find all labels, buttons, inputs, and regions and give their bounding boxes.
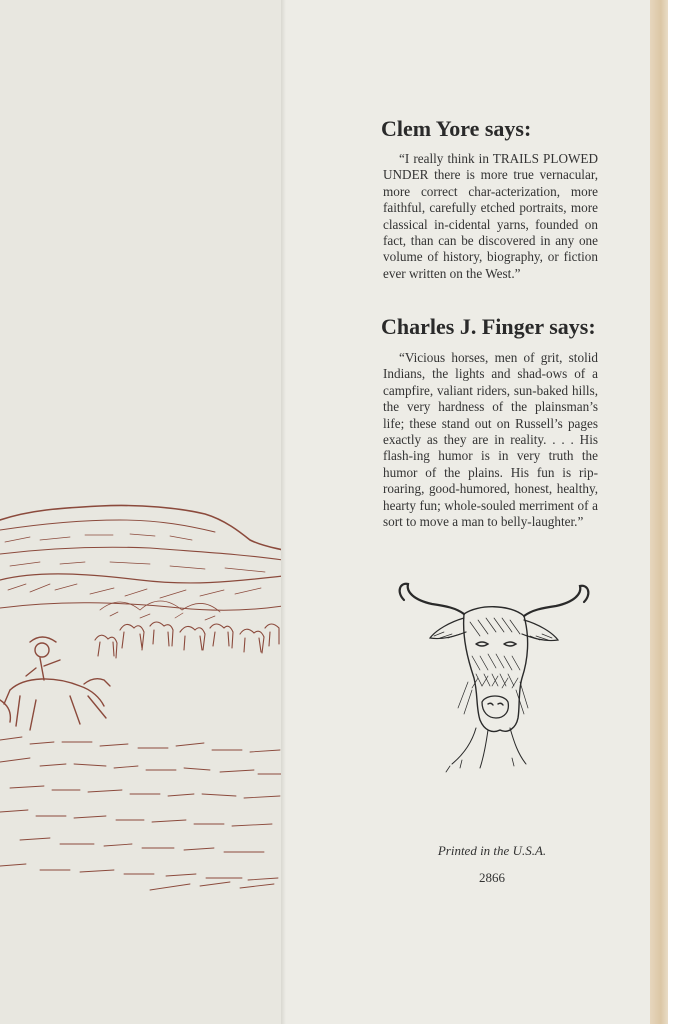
background-margin (668, 0, 682, 1024)
cattle-drive-sketch-icon (0, 490, 283, 910)
left-page (0, 0, 283, 1024)
printed-in-usa: Printed in the U.S.A. (437, 843, 547, 858)
quote-text-charles-finger: “Vicious horses, men of grit, stolid Indians, the lights and shad-ows of a campfire, valiant riders, sun-baked hills, the very hardness of the plainsman’s life; these stand out on Russell’s pages exactly as they are in reality. . . . His flash-ing humor is in very truth the humor of the plains. His fun is rip-roaring, good-humored, honest, healthy, hearty fun; whole-souled merriment of a sort to move a man to belly-laughter.” (383, 350, 598, 530)
book-edge (650, 0, 668, 1024)
catalog-number: 2866 (479, 870, 505, 885)
steer-head-icon (392, 578, 597, 773)
quote-heading-charles-finger: Charles J. Finger says: (381, 314, 596, 339)
quote-text-clem-yore: “I really think in TRAILS PLOWED UNDER there is more true vernacular, more correct char-acterization, more faithful, carefully etched portraits, more classical in-cidental yarns, founded on fact, than can be discovered in any one volume of history, biography, or fiction ever written on the West.” (383, 151, 598, 281)
quote-heading-clem-yore: Clem Yore says: (381, 116, 532, 141)
